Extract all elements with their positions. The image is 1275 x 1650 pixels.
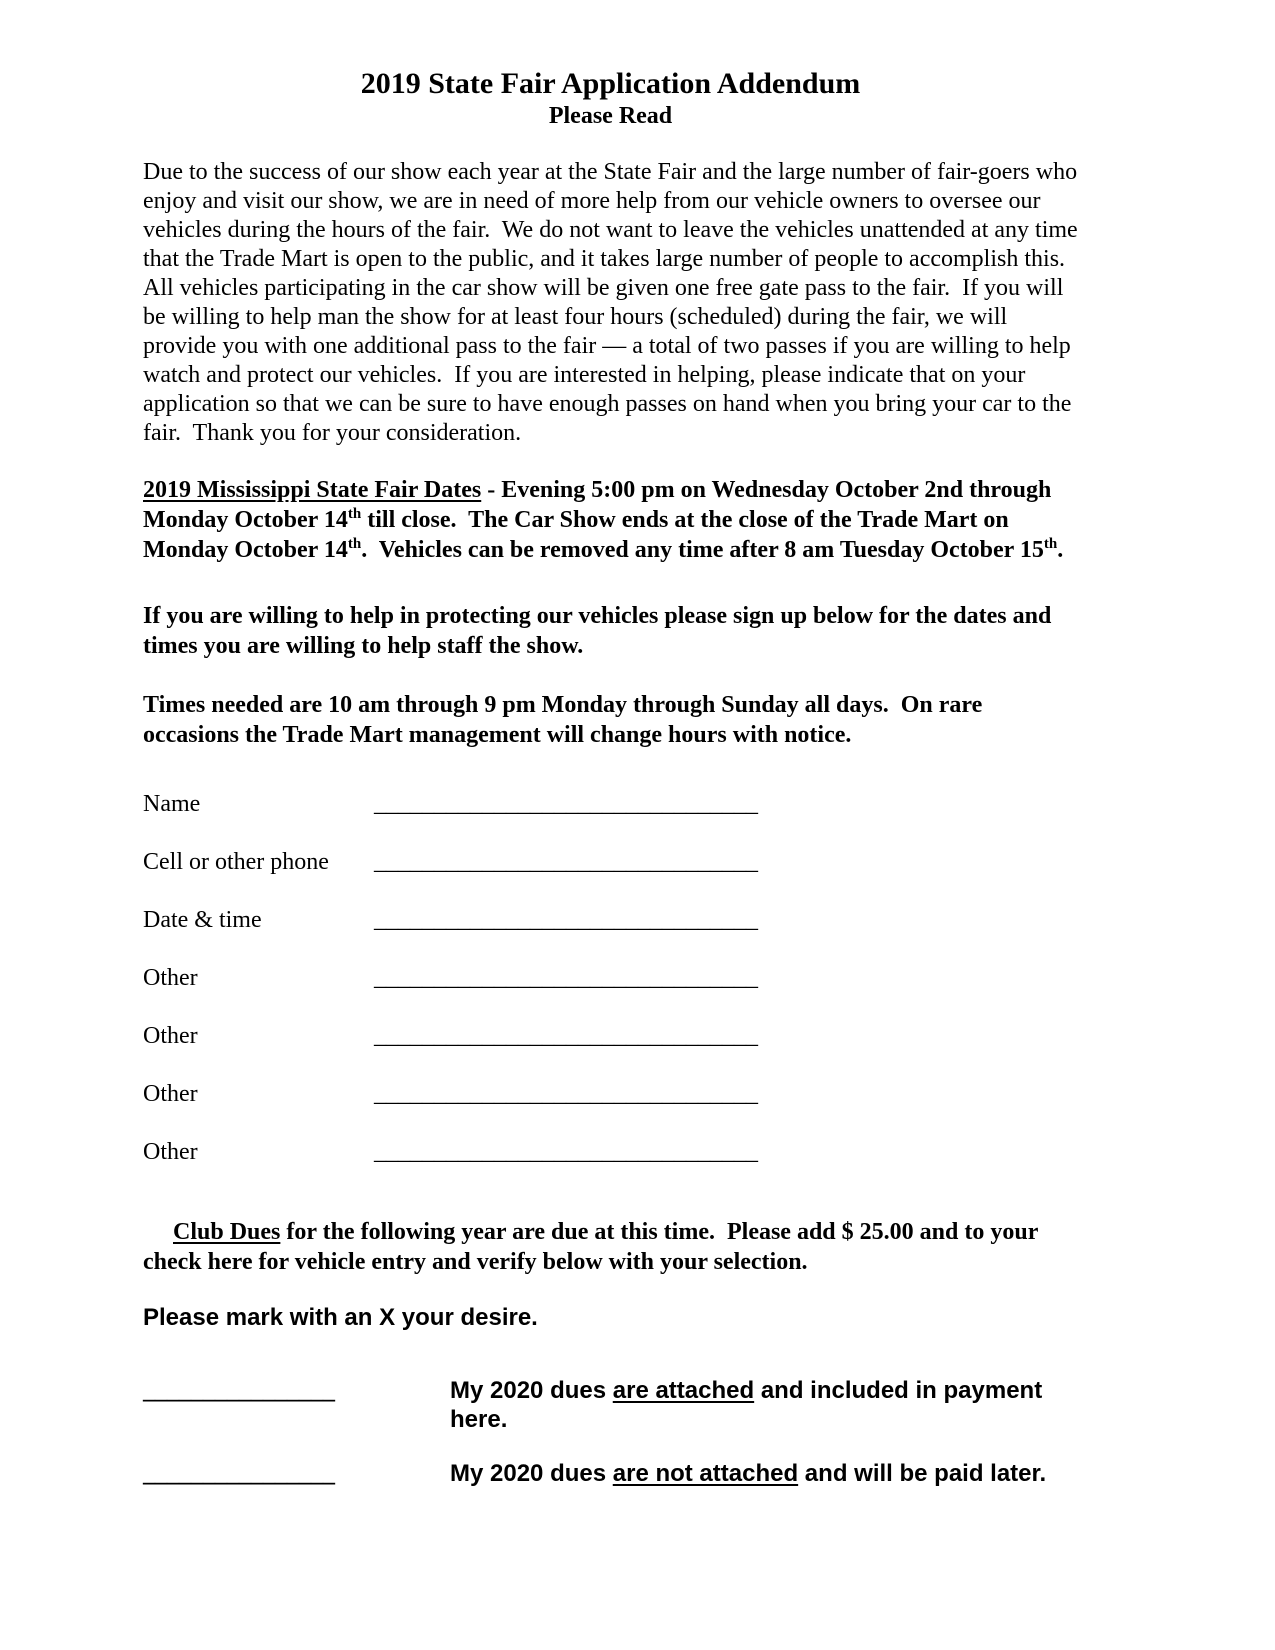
page-subtitle: Please Read bbox=[548, 103, 673, 129]
dues-attached-option bbox=[143, 1376, 1078, 1434]
dues-not-attached-pre: My 2020 dues bbox=[450, 1460, 613, 1487]
phone-label: Cell or other phone bbox=[143, 849, 329, 875]
ordinal-suffix: th bbox=[347, 506, 362, 522]
name-blank-line[interactable]: ________________________________ bbox=[374, 791, 758, 817]
page-title: 2019 State Fair Application Addendum bbox=[360, 67, 861, 100]
club-dues-rest: for the following year are due at this time. Please add $ 25.00 and to your check here for vehicle entry and verify below with your selection. bbox=[143, 1219, 1044, 1275]
dues-attached-pre: My 2020 dues bbox=[450, 1377, 613, 1404]
other-blank-line[interactable]: ________________________________ bbox=[374, 1139, 758, 1165]
date-time-blank-line[interactable]: ________________________________ bbox=[374, 907, 758, 933]
other-label: Other bbox=[143, 1081, 198, 1107]
times-needed-paragraph: Times needed are 10 am through 9 pm Monday through Sunday all days. On rare occasions the Trade Mart management will change hours with notice. bbox=[143, 692, 989, 748]
dues-not-attached-post: and will be paid later. bbox=[798, 1460, 1047, 1487]
club-dues-paragraph bbox=[143, 1217, 1078, 1277]
fair-dates-seg4: . bbox=[1057, 537, 1064, 563]
fair-dates-seg2: till close. The Car Show ends at the close of the Trade Mart on Monday October 14 bbox=[143, 507, 1015, 563]
date-time-label: Date & time bbox=[143, 907, 262, 933]
fair-dates-seg3: . Vehicles can be removed any time after 8 am Tuesday October 15 bbox=[361, 537, 1044, 563]
dues-not-attached-blank-line[interactable]: ________________ bbox=[143, 1461, 335, 1487]
fair-dates-seg1: - Evening 5:00 pm on Wednesday October 2nd through Monday October 14 bbox=[143, 477, 1058, 533]
dues-not-attached-text bbox=[450, 1459, 1046, 1488]
other-blank-line[interactable]: ________________________________ bbox=[374, 965, 758, 991]
form-row-other-1 bbox=[143, 964, 1078, 993]
name-label: Name bbox=[143, 791, 201, 817]
dues-attached-text bbox=[450, 1376, 1078, 1434]
fair-dates-heading: 2019 Mississippi State Fair Dates bbox=[143, 477, 482, 503]
form-row-date-time bbox=[143, 906, 1078, 935]
other-label: Other bbox=[143, 1023, 198, 1049]
form-row-other-2 bbox=[143, 1022, 1078, 1051]
dues-attached-blank-line[interactable]: ________________ bbox=[143, 1378, 335, 1404]
fair-dates-paragraph bbox=[143, 475, 1078, 565]
volunteer-signup-form bbox=[143, 790, 1078, 1167]
other-label: Other bbox=[143, 965, 198, 991]
willing-to-help-paragraph: If you are willing to help in protecting our vehicles please sign up below for the dates and times you are willing to help staff the show. bbox=[143, 603, 1058, 659]
other-blank-line[interactable]: ________________________________ bbox=[374, 1081, 758, 1107]
form-row-phone bbox=[143, 848, 1078, 877]
other-label: Other bbox=[143, 1139, 198, 1165]
other-blank-line[interactable]: ________________________________ bbox=[374, 1023, 758, 1049]
dues-not-attached-option bbox=[143, 1459, 1078, 1488]
gate-pass-paragraph: All vehicles participating in the car show will be given one free gate pass to the fair. If you will be willing to help man the show for at least four hours (scheduled) during the fair, we will provide you with one additional pass to the fair — a total of two passes if you are willing to help watch and protect our vehicles. If you are interested in helping, please indicate that on your application so that we can be sure to have enough passes on hand when you bring your car to the fair. Thank you for your consideration. bbox=[143, 275, 1078, 446]
dues-not-attached-underlined: are not attached bbox=[612, 1460, 799, 1487]
dues-attached-underlined: are attached bbox=[612, 1377, 755, 1404]
club-dues-heading: Club Dues bbox=[173, 1219, 281, 1245]
dues-attached-post: and included in payment here. bbox=[450, 1377, 1049, 1433]
mark-instruction: Please mark with an X your desire. bbox=[143, 1304, 538, 1331]
form-row-name bbox=[143, 790, 1078, 819]
intro-paragraph: Due to the success of our show each year at the State Fair and the large number of fair-goers who enjoy and visit our show, we are in need of more help from our vehicle owners to oversee our vehicles during the hours of the fair. We do not want to leave the vehicles unattended at any time that the Trade Mart is open to the public, and it takes large number of people to accomplish this. bbox=[143, 159, 1084, 272]
ordinal-suffix: th bbox=[347, 536, 362, 552]
form-row-other-3 bbox=[143, 1080, 1078, 1109]
form-row-other-4 bbox=[143, 1138, 1078, 1167]
ordinal-suffix: th bbox=[1043, 536, 1058, 552]
phone-blank-line[interactable]: ________________________________ bbox=[374, 849, 758, 875]
